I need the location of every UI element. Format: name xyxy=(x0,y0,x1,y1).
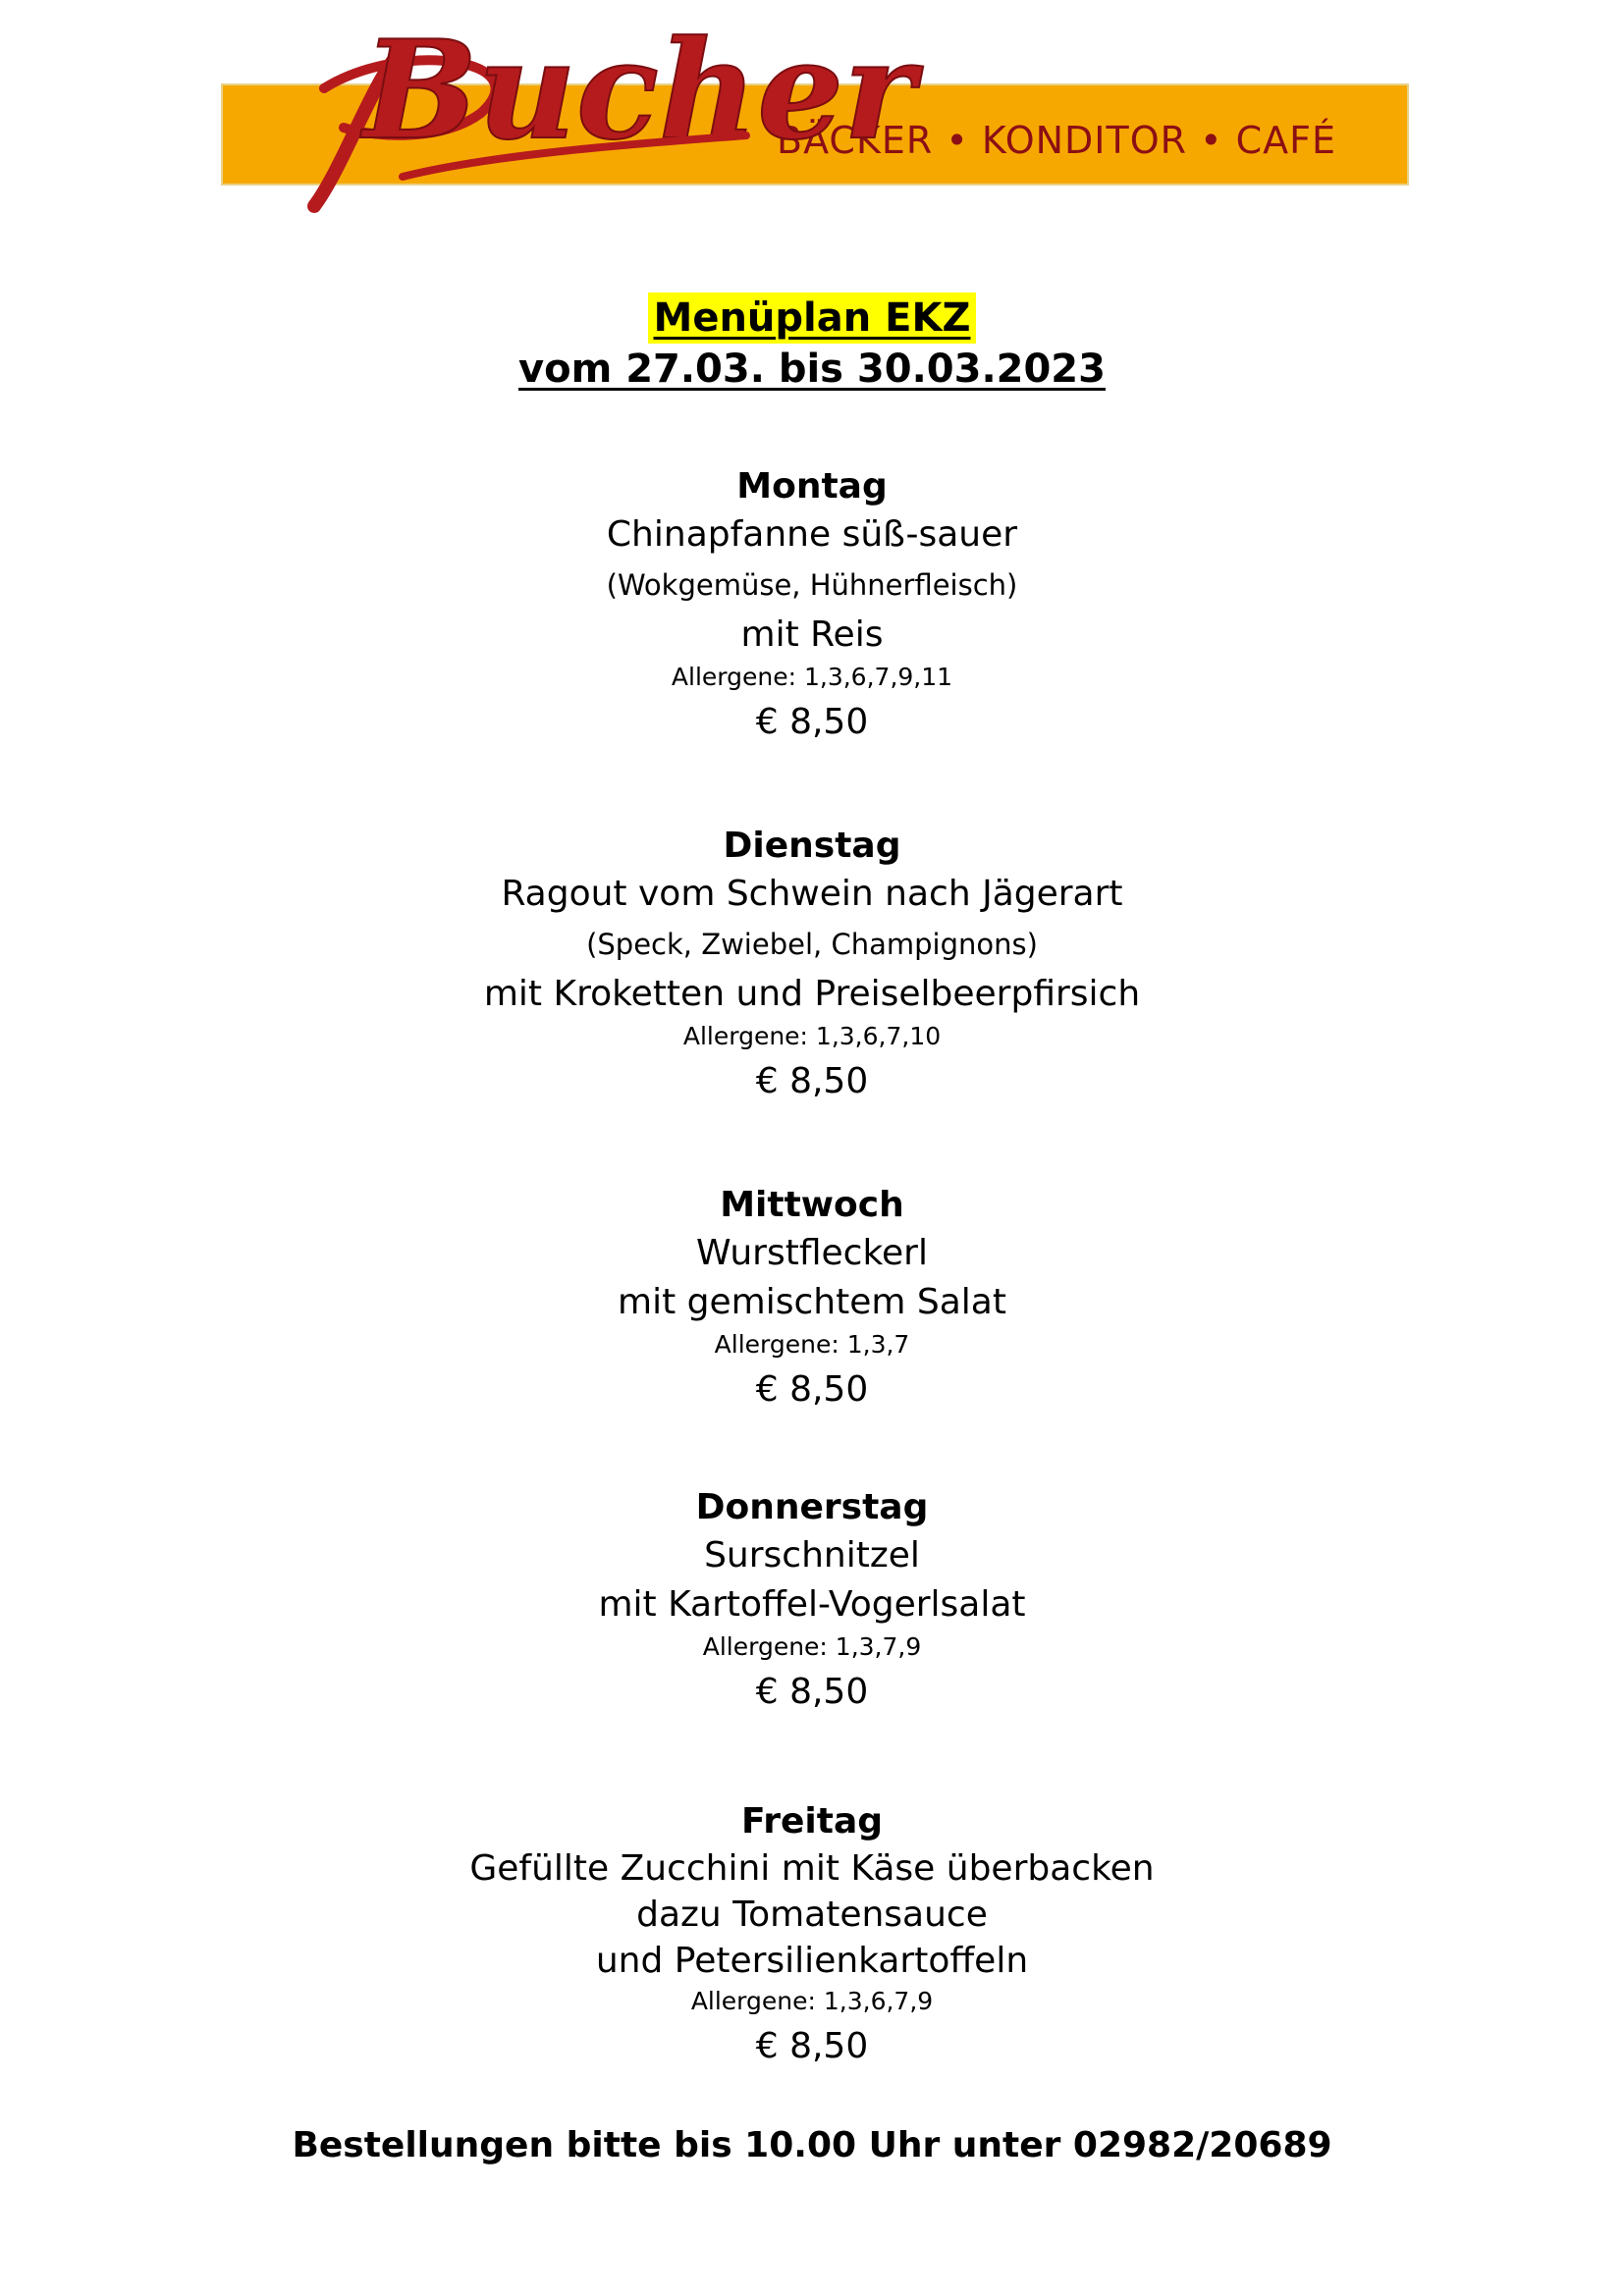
dish-sauce: dazu Tomatensauce xyxy=(636,1895,988,1935)
price: € 8,50 xyxy=(755,1672,869,1712)
day-monday xyxy=(0,463,1624,750)
logo-wordmark: Bucher xyxy=(363,10,915,170)
day-name: Freitag xyxy=(740,1801,884,1842)
day-wednesday xyxy=(0,1182,1624,1417)
bucher-logo-graphic xyxy=(285,10,915,216)
allergens: Allergene: 1,3,6,7,9,11 xyxy=(671,663,953,691)
dish-name: Gefüllte Zucchini mit Käse überbacken xyxy=(469,1848,1155,1889)
price: € 8,50 xyxy=(755,1061,869,1101)
dish-side: mit Kartoffel-Vogerlsalat xyxy=(598,1584,1026,1625)
dish-name: Surschnitzel xyxy=(704,1535,920,1575)
dish-side: mit Reis xyxy=(740,614,884,655)
menu-date-range: vom 27.03. bis 30.03.2023 xyxy=(518,347,1106,392)
allergens: Allergene: 1,3,6,7,9 xyxy=(690,1987,934,2015)
day-name: Montag xyxy=(736,466,888,507)
dish-side: mit Kroketten und Preiselbeerpfirsich xyxy=(483,974,1141,1014)
dish-detail: (Speck, Zwiebel, Champignons) xyxy=(586,928,1038,961)
banner-tagline: BÄCKER • KONDITOR • CAFÉ xyxy=(777,119,1336,162)
day-tuesday xyxy=(0,823,1624,1109)
dish-side: und Petersilienkartoffeln xyxy=(595,1941,1029,1981)
allergens: Allergene: 1,3,6,7,10 xyxy=(682,1022,942,1050)
allergens: Allergene: 1,3,7 xyxy=(714,1330,910,1359)
price: € 8,50 xyxy=(755,2026,869,2066)
menu-title xyxy=(0,293,1624,344)
day-name: Mittwoch xyxy=(720,1185,904,1225)
allergens: Allergene: 1,3,7,9 xyxy=(702,1632,922,1661)
day-friday xyxy=(0,1798,1624,2074)
dish-name: Ragout vom Schwein nach Jägerart xyxy=(501,874,1123,914)
dish-name: Wurstfleckerl xyxy=(696,1233,928,1273)
day-name: Donnerstag xyxy=(695,1487,929,1527)
day-name: Dienstag xyxy=(723,826,901,866)
dish-name: Chinapfanne süß-sauer xyxy=(606,514,1018,555)
day-thursday xyxy=(0,1484,1624,1720)
dish-detail: (Wokgemüse, Hühnerfleisch) xyxy=(606,568,1018,602)
price: € 8,50 xyxy=(755,1369,869,1410)
menu-title-text: Menüplan EKZ xyxy=(648,293,977,344)
price: € 8,50 xyxy=(755,702,869,742)
bucher-logo xyxy=(285,10,915,216)
dish-side: mit gemischtem Salat xyxy=(618,1282,1006,1322)
order-note: Bestellungen bitte bis 10.00 Uhr unter 02982/20689 xyxy=(292,2125,1332,2165)
